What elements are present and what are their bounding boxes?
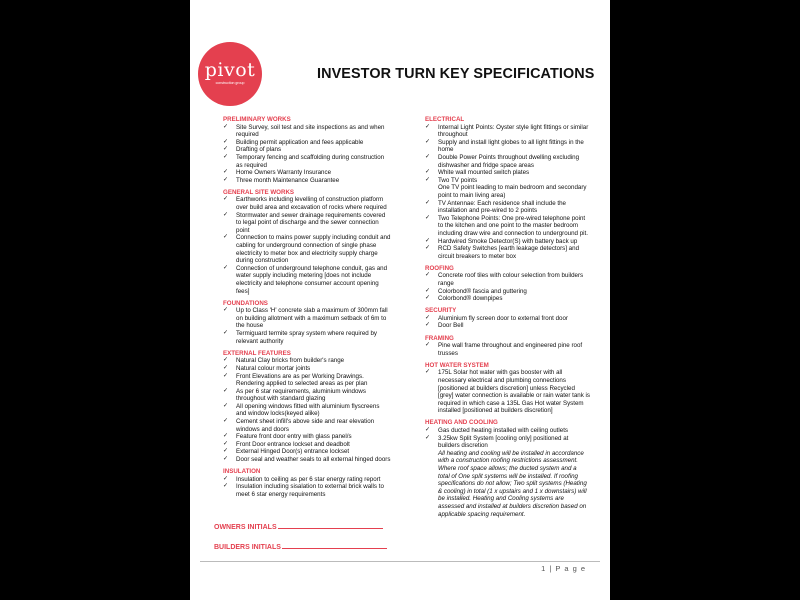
list-item: ✓ Connection of underground telephone conduit, gas and water supply including metering [does not include electricity and telephone consumer account opening fees] — [223, 265, 391, 295]
owners-initials-line — [278, 521, 383, 529]
list-item: ✓ 3.25kw Split System [cooling only] positioned at builders discretion — [425, 435, 590, 450]
list-item: ✓ Double Power Points throughout dwelling excluding dishwasher and fridge space areas — [425, 154, 590, 169]
page-number: 1 | P a g e — [541, 564, 586, 573]
list-item: ✓ Two Telephone Points: One pre-wired telephone point to the kitchen and one point to the master bedroom including draw wire and connection to underground pit. — [425, 215, 590, 238]
builders-initials-line — [282, 541, 387, 549]
list-item: ✓ Earthworks including levelling of construction platform over build area and excavation of rocks where required — [223, 196, 391, 211]
list-item: ✓ Natural colour mortar joints — [223, 365, 391, 373]
section-roofing — [425, 265, 590, 303]
list-item-continuation: One TV point leading to main bedroom and secondary point to main living area) — [438, 184, 587, 199]
list-item: ✓ Hardwired Smoke Detector(S) with battery back up — [425, 238, 590, 246]
list-item: ✓ Supply and install light globes to all light fittings in the home — [425, 139, 590, 154]
section-title: SECURITY — [425, 307, 457, 315]
section-electrical — [425, 116, 590, 260]
section-framing — [425, 335, 590, 358]
section-title: ELECTRICAL — [425, 116, 465, 123]
section-title: INSULATION — [223, 468, 261, 476]
list-item: ✓ Site Survey, soil test and site inspections as and when required — [223, 124, 391, 139]
list-item: ✓ Drafting of plans — [223, 146, 391, 154]
section-insulation — [223, 468, 391, 498]
section-title: FOUNDATIONS — [223, 299, 268, 307]
list-item: ✓ Colorbond® downpipes — [425, 295, 590, 303]
list-item: ✓ Concrete roof tiles with colour selection from builders range — [425, 272, 590, 287]
list-item: ✓ Insulation to ceiling as per 6 star energy rating report — [223, 476, 391, 484]
builders-initials-field — [214, 541, 387, 551]
list-item: ✓ Home Owners Warranty Insurance — [223, 169, 391, 177]
list-item: ✓ Pine wall frame throughout and engineered pine roof trusses — [425, 342, 590, 357]
section-title: EXTERNAL FEATURES — [223, 349, 291, 357]
list-item: ✓ Gas ducted heating installed with ceiling outlets — [425, 427, 590, 435]
document-page — [190, 0, 610, 600]
footer-divider — [200, 561, 600, 562]
list-item: ✓ Termiguard termite spray system where required by relevant authority — [223, 330, 391, 345]
section-title: ROOFING — [425, 264, 454, 272]
list-item: ✓ Up to Class 'H' concrete slab a maximum of 300mm fall on building allotment with a maximum setback of 6m to the house — [223, 307, 391, 330]
section-title: PRELIMINARY WORKS — [223, 116, 291, 123]
list-item: ✓ Three month Maintenance Guarantee — [223, 177, 391, 185]
list-item: ✓ All opening windows fitted with aluminium flyscreens and window locks(keyed alike) — [223, 403, 391, 418]
heating-cooling-note: All heating and cooling will be installed in accordance with a construction roofing restrictions assessment. Where roof space allows; the ducted system and a total of One split systems will be installed. If roofing specifications do not allow; Two split systems (Heating & cooling) in total (1 x upstairs and 1 x downstairs) will be installed. Heating and Cooling systems are assessed and installed at builders discretion based on applicable spacing requirement. — [438, 449, 587, 518]
list-item: ✓ Front Elevations are as per Working Drawings. Rendering applied to selected areas as per plan — [223, 373, 391, 388]
section-preliminary-works — [223, 116, 391, 184]
owners-initials-label: OWNERS INITIALS — [214, 524, 277, 531]
list-item: ✓ RCD Safety Switches [earth leakage detectors] and circuit breakers to meter box — [425, 245, 590, 260]
section-heating-and-cooling — [425, 419, 590, 518]
list-item: ✓ External Hinged Door(s) entrance lockset — [223, 448, 391, 456]
owners-initials-field — [214, 521, 383, 531]
list-item: ✓ TV Antennae: Each residence shall include the installation and pre-wired to 2 points — [425, 200, 590, 215]
list-item: ✓ Internal Light Points: Oyster style light fittings or similar throughout — [425, 124, 590, 139]
left-column — [223, 116, 391, 503]
list-item: ✓ Cement sheet infill's above side and rear elevation windows and doors — [223, 418, 391, 433]
list-item: ✓ Feature front door entry with glass panel/s — [223, 433, 391, 441]
list-item: ✓ Aluminium fly screen door to external front door — [425, 315, 590, 323]
list-item: ✓ Insulation including sisalation to external brick walls to meet 6 star energy requirements — [223, 483, 391, 498]
logo-word: pivot — [204, 59, 256, 81]
section-foundations — [223, 300, 391, 346]
logo-subtitle: construction group — [215, 81, 245, 85]
section-title: FRAMING — [425, 334, 454, 342]
list-item: ✓ Door seal and weather seals to all external hinged doors — [223, 456, 391, 464]
right-column — [425, 116, 590, 523]
builders-initials-label: BUILDERS INITIALS — [214, 544, 281, 551]
section-security — [425, 307, 590, 330]
list-item: ✓ Colorbond® fascia and guttering — [425, 288, 590, 296]
list-item: ✓ Two TV points — [425, 177, 590, 185]
list-item: ✓ 175L Solar hot water with gas booster with all necessary electrical and plumbing connections [positioned at builders discretion] unless Recycled [grey] water connection is available or rain water tank is required in which case a 135L Gas Hot water System installed [positioned at builders discretion] — [425, 369, 590, 415]
list-item: ✓ Connection to mains power supply including conduit and cabling for underground connection of single phase electricity to meter box and electricity supply charge during construction — [223, 234, 391, 264]
page-title: INVESTOR TURN KEY SPECIFICATIONS — [317, 66, 595, 82]
section-hot-water-system — [425, 362, 590, 415]
pivot-logo — [198, 42, 262, 106]
list-item: ✓ White wall mounted switch plates — [425, 169, 590, 177]
section-title: HOT WATER SYSTEM — [425, 361, 489, 369]
section-general-site-works — [223, 189, 391, 295]
list-item: ✓ Natural Clay bricks from builder's range — [223, 357, 391, 365]
list-item: ✓ Building permit application and fees applicable — [223, 139, 391, 147]
list-item: ✓ Front Door entrance lockset and deadbolt — [223, 441, 391, 449]
list-item: ✓ Door Bell — [425, 322, 590, 330]
list-item: ✓ As per 6 star requirements, aluminium windows throughout with standard glazing — [223, 388, 391, 403]
section-title: GENERAL SITE WORKS — [223, 188, 295, 196]
section-title: HEATING AND COOLING — [425, 419, 498, 427]
list-item: ✓ Stormwater and sewer drainage requirements covered to legal point of discharge and the sewer connection point — [223, 212, 391, 235]
section-external-features — [223, 350, 391, 464]
list-item: ✓ Temporary fencing and scaffolding during construction as required — [223, 154, 391, 169]
